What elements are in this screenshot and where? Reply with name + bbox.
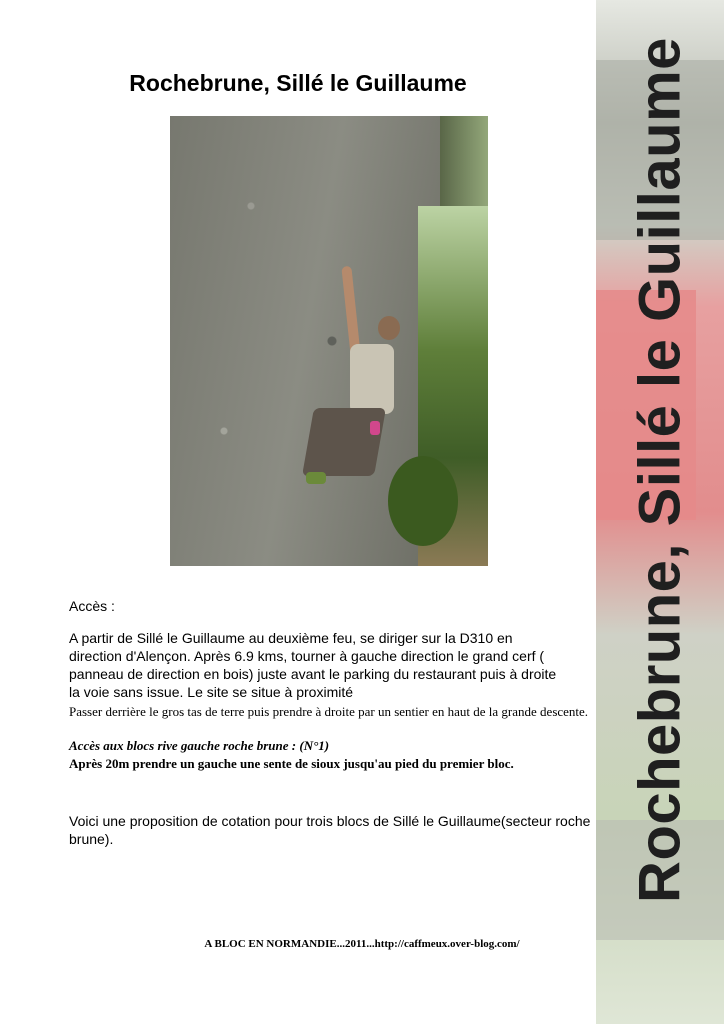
sector-directions: Après 20m prendre un gauche une sente de sioux jusqu'au pied du premier bloc. (69, 756, 514, 771)
path-paragraph: Passer derrière le gros tas de terre puis prendre à droite par un sentier en haut de la grande descente. (69, 704, 589, 719)
page-title: Rochebrune, Sillé le Guillaume (129, 70, 467, 96)
footer-credit: A BLOC EN NORMANDIE...2011...http://caffmeux.over-blog.com/ (204, 938, 520, 950)
shrub (388, 456, 458, 546)
directions-paragraph: A partir de Sillé le Guillaume au deuxième feu, se diriger sur la D310 en direction d'Alençon. Après 6.9 kms, tourner à gauche direction le grand cerf ( panneau de direction en bois) juste avant le parking du restaurant puis à droite la voie sans issue. Le site se situe à proximité (69, 630, 557, 700)
banner-title: Rochebrune, Sillé le Guillaume (627, 37, 693, 903)
climber-legs (302, 408, 386, 476)
side-banner (596, 0, 724, 1024)
acces-label: Accès : (69, 598, 115, 614)
sector-heading: Accès aux blocs rive gauche roche brune : (N°1) (69, 738, 330, 753)
chalk-bag (370, 421, 380, 435)
climbing-photo (170, 116, 488, 566)
climber-shoe (306, 472, 326, 484)
climber-shirt (350, 344, 394, 414)
grading-intro: Voici une proposition de cotation pour trois blocs de Sillé le Guillaume(secteur roche brune). (69, 813, 591, 847)
climber-head (378, 316, 400, 340)
